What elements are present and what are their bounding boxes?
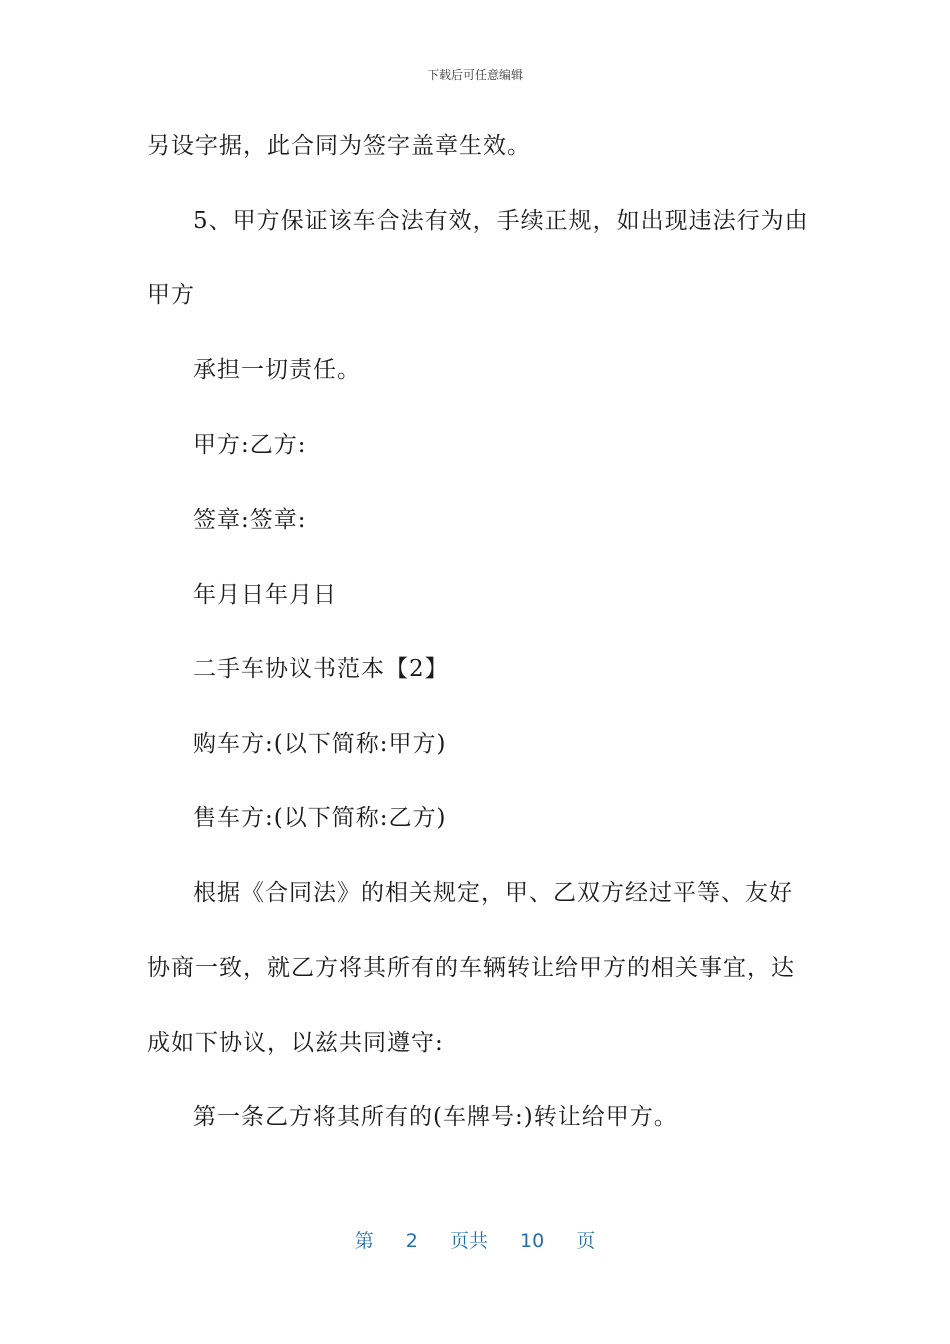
text-line: 协商一致，就乙方将其所有的车辆转让给甲方的相关事宜，达	[147, 955, 795, 981]
page-suffix: 页	[576, 1230, 596, 1252]
text-line: 根据《合同法》的相关规定，甲、乙双方经过平等、友好	[193, 880, 793, 906]
total-pages: 10	[520, 1230, 545, 1252]
header-note: 下载后可任意编辑	[426, 68, 523, 82]
text-line: 购车方:(以下简称:甲方)	[193, 731, 447, 757]
text-line: 签章:签章:	[193, 507, 307, 533]
text-line: 甲方	[147, 282, 195, 308]
text-line: 5、甲方保证该车合法有效，手续正规，如出现违法行为由	[193, 208, 809, 234]
text-line: 另设字据，此合同为签字盖章生效。	[147, 133, 531, 159]
text-line: 承担一切责任。	[193, 357, 361, 383]
text-line: 成如下协议，以兹共同遵守:	[147, 1030, 444, 1056]
text-line: 第一条乙方将其所有的(车牌号:)转让给甲方。	[193, 1104, 678, 1130]
page-number: 2	[405, 1230, 418, 1252]
page-prefix: 第	[354, 1230, 374, 1252]
text-line: 售车方:(以下简称:乙方)	[193, 805, 447, 831]
text-line: 年月日年月日	[193, 582, 337, 608]
page-mid: 页共	[449, 1230, 488, 1252]
section-heading: 二手车协议书范本【2】	[193, 656, 449, 682]
page-footer	[0, 1226, 950, 1253]
text-line: 甲方:乙方:	[193, 432, 307, 458]
